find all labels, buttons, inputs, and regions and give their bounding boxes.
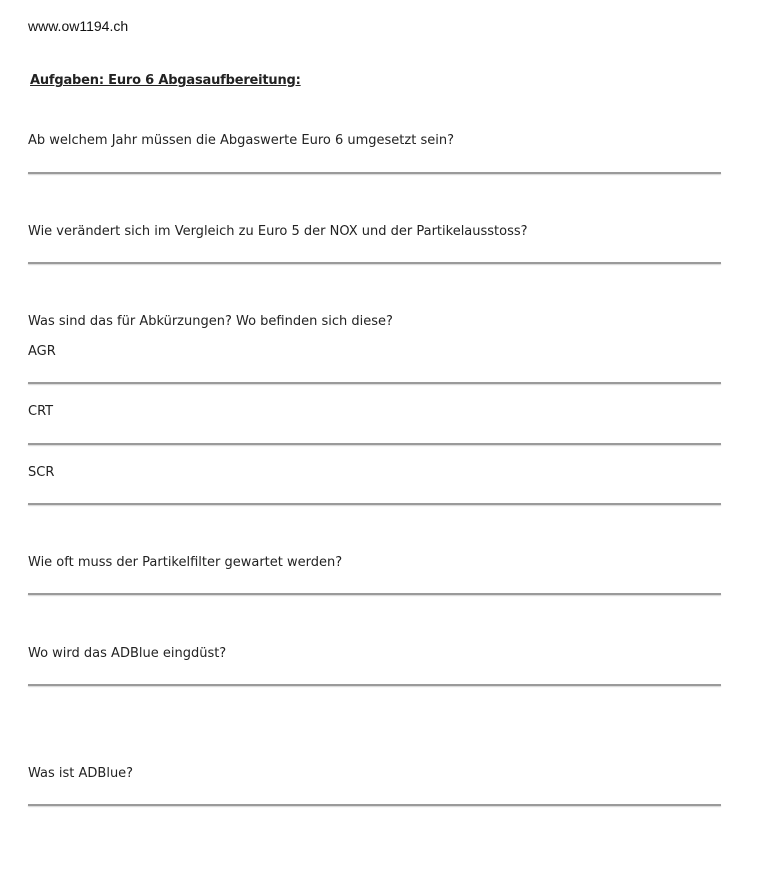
answer-line-nox-particles: [28, 262, 721, 264]
label-crt: CRT: [28, 404, 54, 419]
answer-line-adblue-injection: [28, 684, 721, 686]
question-abbreviations: Was sind das für Abkürzungen? Wo befinden sich diese?: [28, 314, 393, 329]
question-euro6-year: Ab welchem Jahr müssen die Abgaswerte Euro 6 umgesetzt sein?: [28, 133, 454, 148]
answer-line-agr: [28, 382, 721, 384]
answer-line-what-is-adblue: [28, 804, 721, 806]
answer-line-scr: [28, 503, 721, 505]
website-url: www.ow1194.ch: [28, 18, 129, 34]
answer-line-crt: [28, 443, 721, 445]
question-nox-particles: Wie verändert sich im Vergleich zu Euro 5 der NOX und der Partikelausstoss?: [28, 224, 528, 239]
label-agr: AGR: [28, 344, 56, 359]
label-scr: SCR: [28, 465, 55, 480]
answer-line-particle-filter: [28, 593, 721, 595]
page-title: Aufgaben: Euro 6 Abgasaufbereitung:: [30, 73, 301, 88]
question-adblue-injection: Wo wird das ADBlue eingdüst?: [28, 646, 227, 661]
answer-line-euro6-year: [28, 172, 721, 174]
question-particle-filter: Wie oft muss der Partikelfilter gewartet werden?: [28, 555, 343, 570]
question-what-is-adblue: Was ist ADBlue?: [28, 766, 134, 781]
